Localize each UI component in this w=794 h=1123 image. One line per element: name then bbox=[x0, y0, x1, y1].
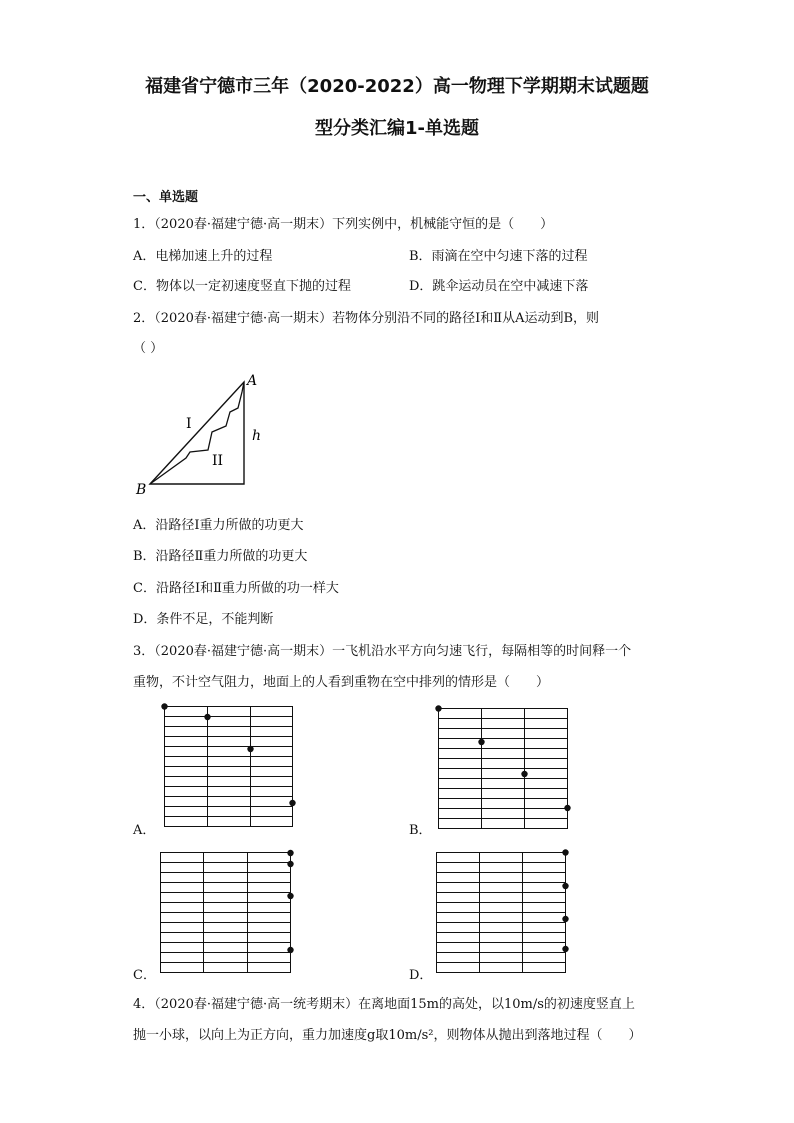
q3-option-c-grid bbox=[156, 848, 296, 976]
q1-option-d: D．跳伞运动员在空中减速下落 bbox=[409, 279, 589, 294]
q3-a-dot-1 bbox=[161, 703, 167, 709]
q3-a-dot-3 bbox=[247, 746, 253, 752]
q3-c-dot-1 bbox=[287, 850, 293, 856]
q2-option-d: D．条件不足，不能判断 bbox=[133, 612, 274, 627]
q3-stem-line2: 重物，不计空气阻力，地面上的人看到重物在空中排列的情形是（ ） bbox=[133, 675, 550, 690]
q2-path-diagram bbox=[130, 368, 280, 500]
q3-option-d-grid bbox=[432, 848, 572, 976]
q3-stem-line1: 3．（2020春·福建宁德·高一期末）一飞机沿水平方向匀速飞行，每隔相等的时间释一个 bbox=[133, 644, 632, 659]
section-heading: 一、单选题 bbox=[133, 190, 199, 205]
q2-option-a: A．沿路径Ⅰ重力所做的功更大 bbox=[133, 518, 304, 533]
q3-c-dot-3 bbox=[287, 893, 293, 899]
q1-option-a: A．电梯加速上升的过程 bbox=[133, 249, 273, 264]
q2-option-c: C．沿路径Ⅰ和Ⅱ重力所做的功一样大 bbox=[133, 581, 339, 596]
q1-stem: 1．（2020春·福建宁德·高一期末）下列实例中，机械能守恒的是（ ） bbox=[133, 217, 554, 232]
q3-c-dot-4 bbox=[287, 947, 293, 953]
q1-option-b: B．雨滴在空中匀速下落的过程 bbox=[409, 249, 588, 264]
q2-label-a: A bbox=[247, 373, 258, 389]
document-title-line2: 型分类汇编1-单选题 bbox=[315, 118, 479, 139]
q3-d-dot-1 bbox=[562, 849, 568, 855]
q3-d-dot-2 bbox=[562, 883, 568, 889]
q3-option-c-label: C． bbox=[133, 968, 156, 983]
q2-label-h: h bbox=[252, 428, 262, 444]
q2-stem-line2: （ ） bbox=[133, 341, 164, 356]
q2-label-path2: II bbox=[212, 453, 224, 469]
q3-b-dot-4 bbox=[564, 805, 570, 811]
q3-option-d-label: D． bbox=[409, 968, 433, 983]
q3-a-dot-4 bbox=[289, 800, 295, 806]
q2-label-b: B bbox=[136, 482, 147, 498]
q3-b-dot-3 bbox=[521, 771, 527, 777]
q3-option-b-label: B． bbox=[409, 823, 432, 838]
q2-stem-line1: 2．（2020春·福建宁德·高一期末）若物体分别沿不同的路径Ⅰ和Ⅱ从A运动到B，则 bbox=[133, 311, 600, 326]
q3-option-a-grid bbox=[160, 702, 300, 830]
q2-option-b: B．沿路径Ⅱ重力所做的功更大 bbox=[133, 549, 308, 564]
q2-label-path1: I bbox=[186, 416, 192, 432]
q3-d-dot-4 bbox=[562, 946, 568, 952]
q1-option-c: C．物体以一定初速度竖直下抛的过程 bbox=[133, 279, 351, 294]
q4-stem-line1: 4．（2020春·福建宁德·高一统考期末）在离地面15m的高处，以10m/s的初速度竖直上 bbox=[133, 997, 635, 1012]
q3-c-dot-2 bbox=[287, 861, 293, 867]
q3-b-dot-2 bbox=[478, 739, 484, 745]
q3-option-b-grid bbox=[434, 704, 574, 832]
q3-option-a-label: A． bbox=[133, 823, 156, 838]
document-title-line1: 福建省宁德市三年（2020-2022）高一物理下学期期末试题题 bbox=[145, 76, 649, 97]
q4-stem-line2: 抛一小球，以向上为正方向，重力加速度g取10m/s²，则物体从抛出到落地过程（ ） bbox=[133, 1028, 642, 1043]
q3-b-dot-1 bbox=[435, 705, 441, 711]
q3-a-dot-2 bbox=[204, 714, 210, 720]
q3-d-dot-3 bbox=[562, 916, 568, 922]
q2-triangle bbox=[150, 382, 244, 484]
